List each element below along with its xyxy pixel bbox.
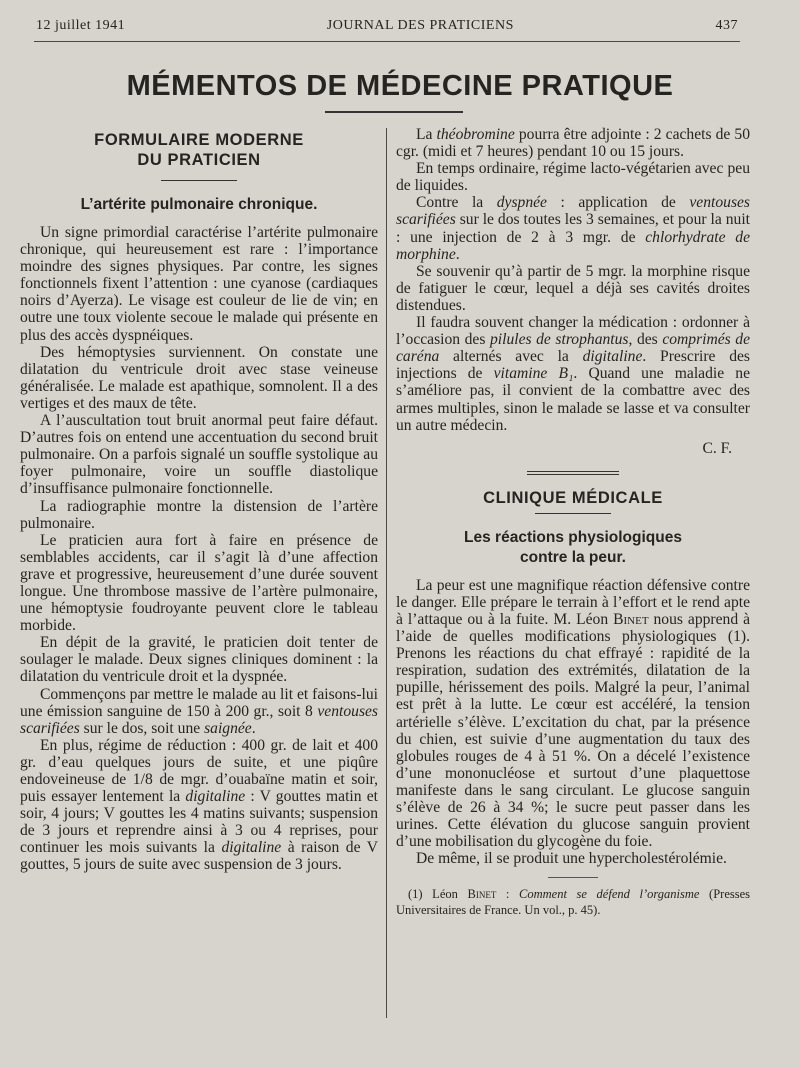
- signature: C. F.: [702, 439, 732, 457]
- paragraph: La peur est une magnifique réaction défensive contre le danger. Elle prépare le terrain à l’effort et le rend apte à l’attaque ou à la fuite. M. Léon Binet nous apprend à l’aide de quelles modifications physiologiques (1). Prenons les réactions du chat effrayé : rapidité de la respiration, sudation des extrémités, dilatation de la pupille, hérissement des poils. Malgré la peur, l’animal est prêt à la lutte. Le cœur est accéléré, la tension artérielle s’élève. L’excitation du chat, par la présence du chien, est suivie d’une augmentation du taux des globules rouges de 4 à 51 %. On a décelé l’existence d’une mononucléose et surtout d’une plaquettose manifeste dans le sang circulant. Le glucose sanguin s’élève de 26 à 34 %; le sucre peut passer dans les urines. Cette élévation du glucose sanguin provient d’une mobilisation du glycogène du foie.: [396, 576, 750, 851]
- section-heading-formulaire: FORMULAIRE MODERNE DU PRATICIEN: [94, 131, 304, 169]
- right-column: [396, 126, 750, 918]
- journal-name: JOURNAL DES PRATICIENS: [326, 18, 514, 33]
- paragraph: En dépit de la gravité, le praticien doit tenter de soulager le malade. Deux signes cliniques dominent : la dilatation du ventricule droit et la dyspnée.: [20, 634, 378, 686]
- section-rule: [535, 513, 611, 514]
- footnote-rule: [548, 877, 598, 878]
- article-title-reactions: Les réactions physiologiques contre la peur.: [464, 528, 682, 566]
- section-double-rule: [527, 471, 619, 475]
- paragraph: Des hémoptysies surviennent. On constate une dilatation du ventricule droit avec stase veineuse généralisée. Le malade est apathique, somnolent. Il a des vertiges et des maux de tête.: [20, 343, 378, 412]
- paragraph: En plus, régime de réduction : 400 gr. de lait et 400 gr. d’eau quelques jours de suite, et une piqûre endoveineuse de 1/8 de mgr. d’ouabaïne matin et soir, puis essayer lentement la digitaline : V gouttes matin et soir, 4 jours; V gouttes les 4 matins suivants; suspension de 3 jours et reprendre ainsi à 3 ou 4 reprises, pour continuer les mois suivants la digitaline à raison de V gouttes, 5 jours de suite avec suspension de 3 jours.: [20, 736, 378, 874]
- section-heading-clinique: CLINIQUE MÉDICALE: [483, 488, 663, 507]
- issue-date: 12 juillet 1941: [36, 18, 126, 33]
- header-rule: [34, 41, 740, 42]
- page-title: MÉMENTOS DE MÉDECINE PRATIQUE: [126, 70, 674, 102]
- section-rule: [161, 180, 237, 181]
- paragraph: Commençons par mettre le malade au lit et faisons-lui une émission sanguine de 150 à 200 gr., soit 8 ventouses scarifiées sur le dos, soit une saignée.: [20, 685, 378, 737]
- paragraph: Un signe primordial caractérise l’artérite pulmonaire chronique, qui heureusement est rare : l’importance moindre des signes physiques. Par contre, les signes fonctionnels fixent l’attention : une cyanose (cardiaques noirs d’Ayerza). Le visage est couleur de lie de vin; en outre une toux violente secoue le malade qui présente en plus des accès dyspnéiques.: [20, 224, 378, 344]
- paragraph: A l’auscultation tout bruit anormal peut faire défaut. D’autres fois on entend une accentuation du second bruit pulmonaire. On a parfois signalé un souffle systolique au foyer pulmonaire, voire un souffle diastolique d’insuffisance pulmonaire fonctionnelle.: [20, 412, 378, 498]
- paragraph: La radiographie montre la distension de l’artère pulmonaire.: [20, 497, 378, 532]
- page-number: 437: [715, 18, 738, 33]
- running-header: [36, 18, 738, 34]
- paragraph: Se souvenir qu’à partir de 5 mgr. la morphine risque de fatiguer le cœur, lequel a déjà ses cavités droites distendues.: [396, 262, 750, 314]
- article-title-arterite: L’artérite pulmonaire chronique.: [80, 196, 318, 213]
- footnote: (1) Léon Binet : Comment se défend l’organisme (Presses Universitaires de France. Un vol., p. 45).: [396, 887, 751, 918]
- paragraph: En temps ordinaire, régime lacto-végétarien avec peu de liquides.: [396, 160, 750, 195]
- paragraph: De même, il se produit une hypercholestérolémie.: [416, 850, 727, 868]
- paragraph: La théobromine pourra être adjointe : 2 cachets de 50 cgr. (midi et 7 heures) pendant 10 ou 15 jours.: [396, 126, 750, 161]
- paragraph: Le praticien aura fort à faire en présence de semblables accidents, car il s’agit là d’une affection grave et progressive, heureusement d’une durée souvent longue. Une thrombose massive de l’artère pulmonaire, une hémoptysie foudroyante peuvent clore le tableau morbide.: [20, 531, 378, 635]
- paragraph: Il faudra souvent changer la médication : ordonner à l’occasion des pilules de strophantus, des comprimés de caréna alternés avec la digitaline. Prescrire des injections de vitamine B₁. Quand une maladie ne s’améliore pas, il convient de la combattre avec des armes multiples, sinon le malade se lasse et va consulter un autre médecin.: [396, 314, 751, 434]
- title-rule: [325, 111, 463, 113]
- left-column: [20, 126, 378, 874]
- column-divider: [386, 128, 387, 1018]
- paragraph: Contre la dyspnée : application de ventouses scarifiées sur le dos toutes les 3 semaines, et pour la nuit : une injection de 2 à 3 mgr. de chlorhydrate de morphine.: [396, 194, 751, 263]
